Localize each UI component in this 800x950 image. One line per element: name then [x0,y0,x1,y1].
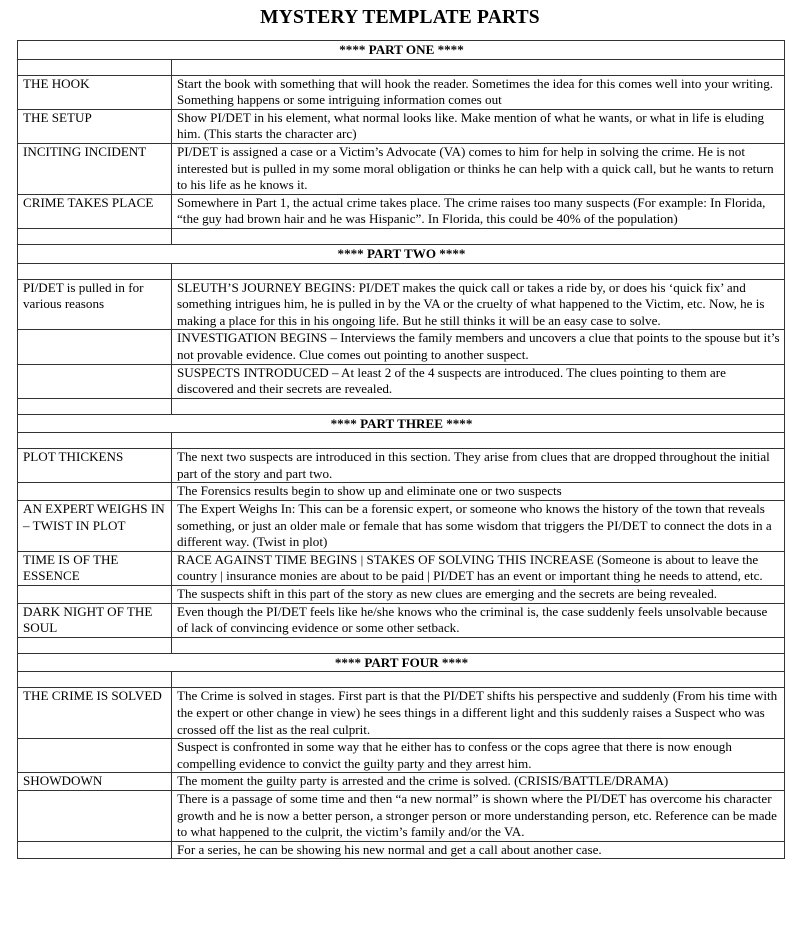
row-description: For a series, he can be showing his new normal and get a call about another case. [172,841,785,859]
table-row [18,109,785,143]
row-description: The next two suspects are introduced in this section. They arise from clues that are dropped throughout the initial part of the story and part two. [172,449,785,483]
part-heading-row [18,41,785,60]
table-row [18,586,785,604]
row-description: The Crime is solved in stages. First part is that the PI/DET shifts his perspective and suddenly (From his time with the expert or other change in view) he sees things in a different light and this suddenly raises a Suspect who was crossed off the list as the real culprit. [172,688,785,739]
row-label: PI/DET is pulled in for various reasons [18,279,172,330]
part-heading-row [18,414,785,433]
spacer-row [18,433,785,449]
part-heading: **** PART ONE **** [18,41,785,60]
row-label: THE HOOK [18,75,172,109]
spacer-cell [172,228,785,244]
table-row [18,330,785,364]
row-label [18,483,172,501]
row-description: SUSPECTS INTRODUCED – At least 2 of the 4 suspects are introduced. The clues pointing to them are discovered and their secrets are revealed. [172,364,785,398]
row-label: PLOT THICKENS [18,449,172,483]
table-row [18,194,785,228]
table-row [18,688,785,739]
table-row [18,790,785,841]
row-label: DARK NIGHT OF THE SOUL [18,603,172,637]
row-description: INVESTIGATION BEGINS – Interviews the family members and uncovers a clue that points to the spouse but it’s not provable evidence. Clue comes out pointing to another suspect. [172,330,785,364]
spacer-cell [18,263,172,279]
table-row [18,364,785,398]
spacer-cell [18,637,172,653]
spacer-row [18,263,785,279]
row-description: PI/DET is assigned a case or a Victim’s Advocate (VA) comes to him for help in solving the crime. He is not interested but is pulled in my some moral obligation or thinks he can help with a quick call, but he wants to return to his life as he knows it. [172,143,785,194]
row-description: The Forensics results begin to show up and eliminate one or two suspects [172,483,785,501]
row-label [18,841,172,859]
table-row [18,501,785,552]
table-row [18,449,785,483]
table-row [18,773,785,791]
part-heading-row [18,244,785,263]
row-label: CRIME TAKES PLACE [18,194,172,228]
row-description: The moment the guilty party is arrested and the crime is solved. (CRISIS/BATTLE/DRAMA) [172,773,785,791]
row-label: SHOWDOWN [18,773,172,791]
part-heading: **** PART TWO **** [18,244,785,263]
spacer-cell [172,59,785,75]
row-description: RACE AGAINST TIME BEGINS | STAKES OF SOLVING THIS INCREASE (Someone is about to leave the country | insurance monies are about to be paid | PI/DET has an event or important thing he needs to attend, etc. [172,551,785,585]
row-label: THE CRIME IS SOLVED [18,688,172,739]
row-label [18,330,172,364]
row-description: Start the book with something that will hook the reader. Sometimes the idea for this comes well into your writing. Something happens or some intriguing information comes out [172,75,785,109]
row-label: TIME IS OF THE ESSENCE [18,551,172,585]
table-row [18,75,785,109]
table-row [18,603,785,637]
table-body [18,41,785,859]
row-description: There is a passage of some time and then “a new normal” is shown where the PI/DET has overcome his character growth and he is now a better person, a stronger person or more understanding person, etc. Reference can be made to what happened to the culprit, the victim’s family and/or the VA. [172,790,785,841]
row-description: SLEUTH’S JOURNEY BEGINS: PI/DET makes the quick call or takes a ride by, or does his ‘quick fix’ and something intrigues him, he is pulled in by the VA or the cruelty of what happened to the Victim, etc. Now, he is making a place for this in his ongoing life. But he still thinks it will be an easy case to solve. [172,279,785,330]
spacer-cell [18,672,172,688]
spacer-row [18,637,785,653]
spacer-cell [172,263,785,279]
spacer-cell [18,228,172,244]
table-row [18,551,785,585]
part-heading: **** PART THREE **** [18,414,785,433]
template-table [17,40,785,859]
spacer-cell [172,398,785,414]
row-label [18,364,172,398]
table-row [18,143,785,194]
row-label: INCITING INCIDENT [18,143,172,194]
page-title: MYSTERY TEMPLATE PARTS [260,7,540,28]
row-label [18,790,172,841]
part-heading: **** PART FOUR **** [18,653,785,672]
spacer-cell [18,433,172,449]
row-description: Somewhere in Part 1, the actual crime takes place. The crime raises too many suspects (For example: In Florida, “the guy had brown hair and he was Hispanic”. In Florida, this could be 40% of the population) [172,194,785,228]
spacer-cell [18,398,172,414]
table-row [18,279,785,330]
row-description: Show PI/DET in his element, what normal looks like. Make mention of what he wants, or what in life is eluding him. (This starts the character arc) [172,109,785,143]
table-row [18,483,785,501]
row-description: Even though the PI/DET feels like he/she knows who the criminal is, the case suddenly feels unsolvable because of lack of convincing evidence or some other setback. [172,603,785,637]
row-label: AN EXPERT WEIGHS IN – TWIST IN PLOT [18,501,172,552]
spacer-row [18,398,785,414]
row-label: THE SETUP [18,109,172,143]
spacer-cell [172,672,785,688]
row-description: The suspects shift in this part of the story as new clues are emerging and the secrets are being revealed. [172,586,785,604]
part-heading-row [18,653,785,672]
row-description: Suspect is confronted in some way that he either has to confess or the cops agree that there is now enough compelling evidence to convict the guilty party and they arrest him. [172,739,785,773]
spacer-row [18,59,785,75]
spacer-cell [172,433,785,449]
row-label [18,739,172,773]
spacer-cell [172,637,785,653]
spacer-row [18,672,785,688]
row-label [18,586,172,604]
spacer-row [18,228,785,244]
table-row [18,841,785,859]
spacer-cell [18,59,172,75]
table-row [18,739,785,773]
row-description: The Expert Weighs In: This can be a forensic expert, or someone who knows the history of the town that reveals something, or just an older male or female that has some wisdom that triggers the PI/DET to connect the dots in a different way. (Twist in plot) [172,501,785,552]
